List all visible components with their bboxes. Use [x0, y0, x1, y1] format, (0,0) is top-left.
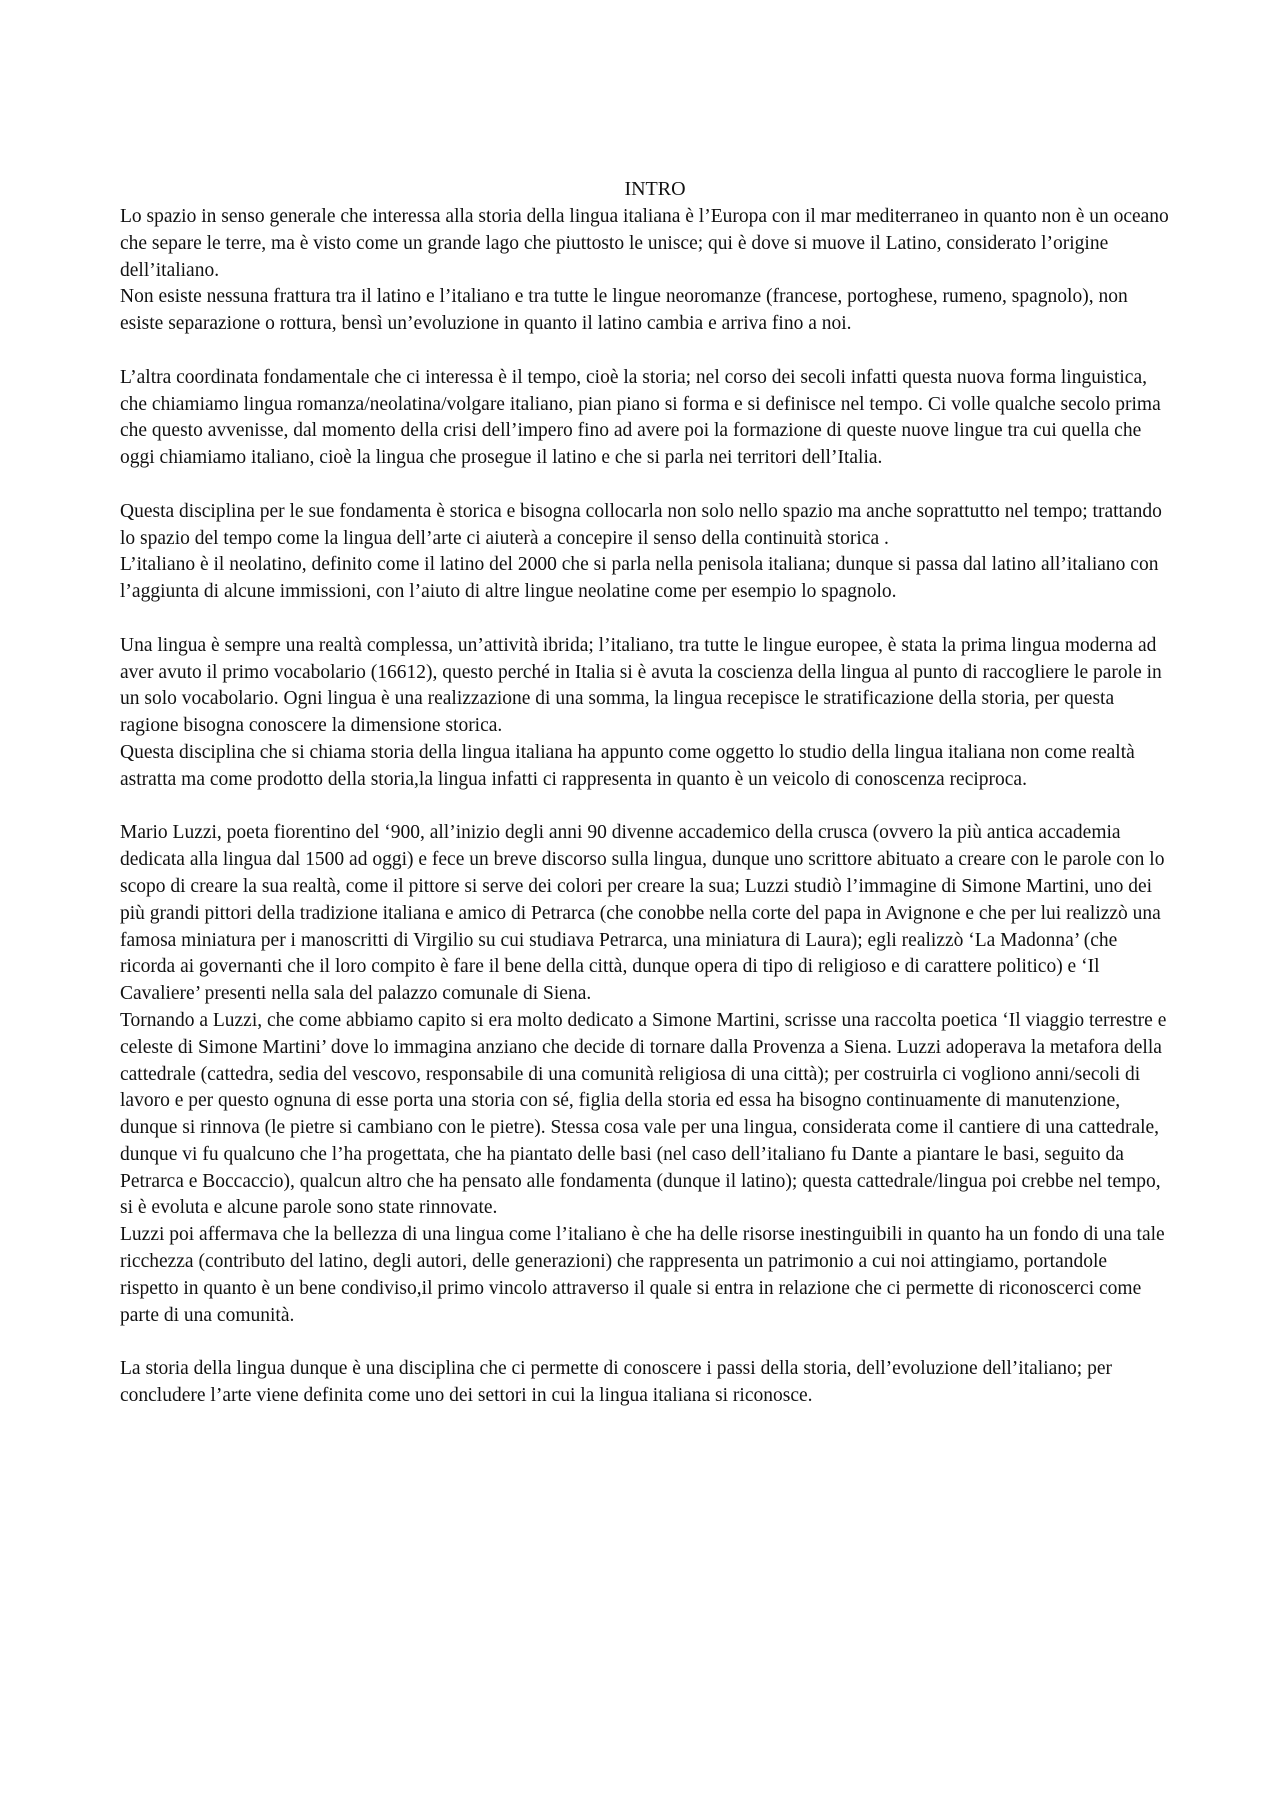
paragraph-time: L’altra coordinata fondamentale che ci interessa è il tempo, cioè la storia; nel corso dei secoli infatti questa nuova forma linguistica, che chiamiamo lingua romanza/neolatina/volgare italiano, pian piano si forma e si definisce nel tempo. Ci volle qualche secolo prima che questo avvenisse, dal momento della crisi dell’impero fino ad avere poi la formazione di queste nuove lingue tra cui quella che oggi chiamiamo italiano, cioè la lingua che prosegue il latino e che si parla nei territori dell’Italia.	[120, 366, 1161, 469]
paragraph-gap	[120, 606, 1170, 633]
paragraph-conclusion: La storia della lingua dunque è una disciplina che ci permette di conoscere i passi della storia, dell’evoluzione dell’italiano; per concludere l’arte viene definita come uno dei settori in cui la lingua italiana si riconosce.	[120, 1358, 1112, 1407]
paragraph-subject: Questa disciplina che si chiama storia della lingua italiana ha appunto come oggetto lo studio della lingua italiana non come realtà astratta ma come prodotto della storia,la lingua infatti ci rappresenta in quanto è un veicolo di conoscenza reciproca.	[120, 741, 1135, 790]
document-page	[120, 176, 1170, 1410]
paragraph-cathedral: Tornando a Luzzi, che come abbiamo capito si era molto dedicato a Simone Martini, scrisse una raccolta poetica ‘Il viaggio terrestre e celeste di Simone Martini’ dove lo immagina anziano che decide di tornare dalla Provenza a Siena. Luzzi adoperava la metafora della cattedrale (cattedra, sedia del vescovo, responsabile di una comunità religiosa di una città); per costruirla ci vogliono anni/secoli di lavoro e per questo ognuna di esse porta una storia con sé, figlia della storia ed essa ha bisogno continuamente di manutenzione, dunque si rinnova (le pietre si cambiano con le pietre). Stessa cosa vale per una lingua, considerata come il cantiere di una cattedrale, dunque vi fu qualcuno che l’ha progettata, che ha piantato delle basi (nel caso dell’italiano fu Dante a piantare le basi, seguito da Petrarca e Boccaccio), qualcun altro che ha pensato alle fondamenta (dunque il latino); questa cattedrale/lingua poi crebbe nel tempo, si è evoluta e alcune parole sono state rinnovate.	[120, 1009, 1167, 1219]
paragraph-gap	[120, 1329, 1170, 1356]
paragraph-complexity: Una lingua è sempre una realtà complessa, un’attività ibrida; l’italiano, tra tutte le lingue europee, è stata la prima lingua moderna ad aver avuto il primo vocabolario (16612), questo perché in Italia si è avuta la coscienza della lingua al punto di raccogliere le parole in un solo vocabolario. Ogni lingua è una realizzazione di una somma, la lingua recepisce le stratificazione della storia, per questa ragione bisogna conoscere la dimensione storica.	[120, 634, 1162, 737]
paragraph-space: Lo spazio in senso generale che interessa alla storia della lingua italiana è l’Europa con il mar mediterraneo in quanto non è un oceano che separe le terre, ma è visto come un grande lago che piuttosto le unisce; qui è dove si muove il Latino, considerato l’origine dell’italiano.	[120, 206, 1169, 281]
paragraph-gap	[120, 338, 1170, 365]
paragraph-discipline: Questa disciplina per le sue fondamenta è storica e bisogna collocarla non solo nello spazio ma anche soprattutto nel tempo; trattando lo spazio del tempo come la lingua dell’arte ci aiuterà a concepire il senso della continuità storica .	[120, 500, 1162, 549]
paragraph-heritage: Luzzi poi affermava che la bellezza di una lingua come l’italiano è che ha delle risorse inestinguibili in quanto ha un fondo di una tale ricchezza (contributo del latino, degli autori, delle generazioni) che rappresenta un patrimonio a cui noi attingiamo, portandole rispetto in quanto è un bene condiviso,il primo vincolo attraverso il quale si entra in relazione che ci permette di riconoscerci come parte di una comunità.	[120, 1224, 1165, 1326]
paragraph-gap	[120, 794, 1170, 821]
paragraph-gap	[120, 472, 1170, 499]
paragraph-luzzi: Mario Luzzi, poeta fiorentino del ‘900, all’inizio degli anni 90 divenne accademico della crusca (ovvero la più antica accademia dedicata alla lingua dal 1500 ad oggi) e fece un breve discorso sulla lingua, dunque uno scrittore abituato a creare con le parole con lo scopo di creare la sua realtà, come il pittore si serve dei colori per creare la sua; Luzzi studiò l’immagine di Simone Martini, uno dei più grandi pittori della tradizione italiana e amico di Petrarca (che conobbe nella corte del papa in Avignone e che per lui realizzò una famosa miniatura per i manoscritti di Virgilio su cui studiava Petrarca, una miniatura di Laura); egli realizzò ‘La Madonna’ (che ricorda ai governanti che il loro compito è fare il bene della città, dunque opera di tipo di religioso e di carattere politico) e ‘Il Cavaliere’ presenti nella sala del palazzo comunale di Siena.	[120, 822, 1165, 1005]
paragraph-continuity: Non esiste nessuna frattura tra il latino e l’italiano e tra tutte le lingue neoromanze (francese, portoghese, rumeno, spagnolo), non esiste separazione o rottura, bensì un’evoluzione in quanto il latino cambia e arriva fino a noi.	[120, 286, 1128, 335]
document-title: INTRO	[624, 178, 686, 200]
paragraph-neolatin: L’italiano è il neolatino, definito come il latino del 2000 che si parla nella penisola italiana; dunque si passa dal latino all’italiano con l’aggiunta di alcune immissioni, con l’aiuto di altre lingue neolatine come per esempio lo spagnolo.	[120, 554, 1159, 603]
